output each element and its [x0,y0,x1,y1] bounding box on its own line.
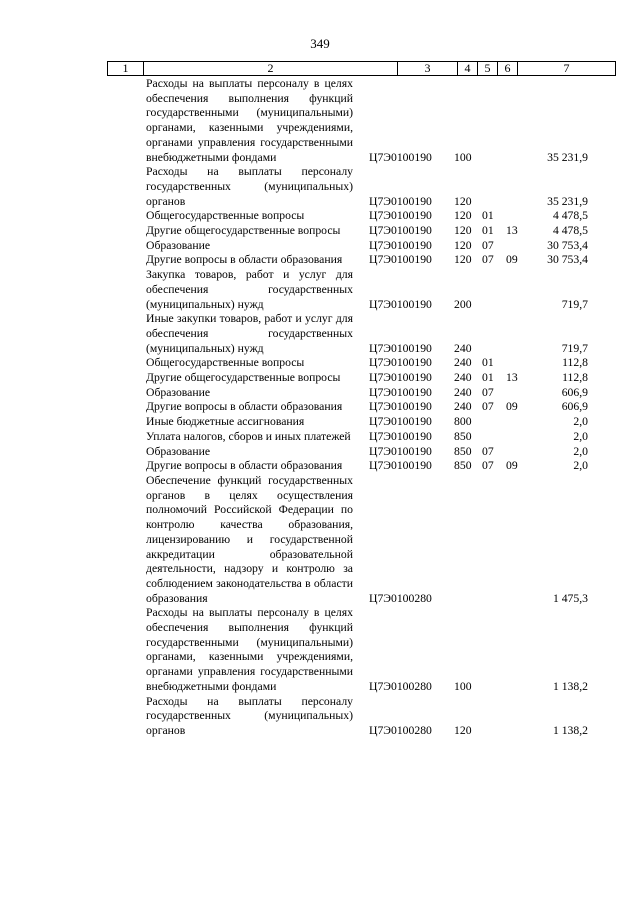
table-row [0,312,640,356]
row-target-code: Ц7Э0100190 [369,356,432,370]
row-section: 07 [482,385,494,399]
table-row [0,239,640,254]
header-col-2: 2 [144,62,398,75]
header-col-3: 3 [398,62,458,75]
row-expense-type: 120 [454,723,472,737]
row-subsection: 09 [506,253,518,267]
table-row [0,695,640,739]
row-name: Закупка товаров, работ и услуг для обеспечения государственных (муниципальных) нужд [146,268,353,311]
row-name: Другие общегосударственные вопросы [146,371,341,385]
row-expense-type: 240 [454,400,472,414]
table-row [0,430,640,445]
row-name: Другие вопросы в области образования [146,400,343,414]
table-row [0,268,640,312]
row-target-code: Ц7Э0100190 [369,459,432,473]
table-row [0,400,640,415]
row-amount: 35 231,9 [547,194,588,208]
table-row [0,606,640,694]
row-target-code: Ц7Э0100190 [369,224,432,238]
row-expense-type: 240 [454,385,472,399]
table-row [0,77,640,165]
row-target-code: Ц7Э0100190 [369,429,432,443]
row-expense-type: 240 [454,341,472,355]
row-amount: 2,0 [573,459,588,473]
row-section: 01 [482,224,494,238]
row-name: Другие общегосударственные вопросы [146,224,341,238]
row-target-code: Ц7Э0100190 [369,385,432,399]
row-amount: 35 231,9 [547,150,588,164]
row-subsection: 09 [506,459,518,473]
row-target-code: Ц7Э0100190 [369,415,432,429]
row-section: 07 [482,444,494,458]
row-name: Образование [146,238,211,252]
table-row [0,474,640,606]
table-row [0,209,640,224]
row-expense-type: 120 [454,194,472,208]
row-amount: 112,8 [562,371,588,385]
page-number: 349 [310,36,330,51]
row-expense-type: 850 [454,429,472,443]
row-expense-type: 120 [454,253,472,267]
row-section: 01 [482,356,494,370]
header-col-7: 7 [563,61,570,75]
row-amount: 1 475,3 [552,591,588,605]
row-amount: 30 753,4 [547,253,588,267]
row-name: Обеспечение функций государственных органов в целях осуществления полномочий Российской Федерации по контролю качества образования, лицензированию и государственной аккредитации образовательной деятельности, надзору и контролю за соблюдением законодательства в области образования [146,473,353,605]
row-name: Общегосударственные вопросы [146,209,305,223]
table-row [0,445,640,460]
table-row [0,165,640,209]
header-col-4: 4 [458,62,478,75]
row-name: Общегосударственные вопросы [146,356,305,370]
table-row [0,253,640,268]
row-amount: 719,7 [561,297,588,311]
row-name: Другие вопросы в области образования [146,459,343,473]
row-target-code: Ц7Э0100280 [369,723,432,737]
row-amount: 719,7 [561,341,588,355]
row-amount: 1 138,2 [552,679,588,693]
row-target-code: Ц7Э0100190 [369,194,432,208]
row-amount: 112,8 [562,356,588,370]
table-row [0,356,640,371]
row-amount: 606,9 [561,400,588,414]
row-target-code: Ц7Э0100280 [369,591,432,605]
row-target-code: Ц7Э0100190 [369,371,432,385]
row-name: Уплата налогов, сборов и иных платежей [146,429,351,443]
row-expense-type: 240 [454,371,472,385]
row-name: Другие вопросы в области образования [146,253,343,267]
row-expense-type: 120 [454,238,472,252]
row-expense-type: 240 [454,356,472,370]
row-amount: 2,0 [573,429,588,443]
table-header-row [107,61,616,76]
row-name: Расходы на выплаты персоналу в целях обеспечения выполнения функций государственными (муниципальными) органами, казенными учреждениями, органами управления государственными внебюджетными фондами [146,77,353,164]
row-section: 07 [482,400,494,414]
row-expense-type: 850 [454,444,472,458]
header-col-1: 1 [108,62,144,75]
row-name: Расходы на выплаты персоналу государственных (муниципальных) органов [146,694,353,737]
row-section: 07 [482,253,494,267]
row-amount: 2,0 [573,444,588,458]
row-subsection: 13 [506,371,518,385]
table-row [0,224,640,239]
row-target-code: Ц7Э0100280 [369,679,432,693]
table-body [0,77,640,739]
row-name: Иные бюджетные ассигнования [146,415,305,429]
row-name: Расходы на выплаты персоналу в целях обеспечения выполнения функций государственными (муниципальными) органами, казенными учреждениями, органами управления государственными внебюджетными фондами [146,606,353,693]
row-name: Образование [146,385,211,399]
row-amount: 4 478,5 [552,209,588,223]
row-target-code: Ц7Э0100190 [369,209,432,223]
row-target-code: Ц7Э0100190 [369,150,432,164]
row-expense-type: 120 [454,209,472,223]
table-row [0,386,640,401]
header-col-5: 5 [478,62,498,75]
row-expense-type: 120 [454,224,472,238]
row-expense-type: 850 [454,459,472,473]
row-target-code: Ц7Э0100190 [369,400,432,414]
row-section: 07 [482,459,494,473]
row-amount: 2,0 [573,415,588,429]
row-name: Иные закупки товаров, работ и услуг для обеспечения государственных (муниципальных) нужд [146,312,353,355]
row-amount: 4 478,5 [552,224,588,238]
row-amount: 1 138,2 [552,723,588,737]
row-target-code: Ц7Э0100190 [369,444,432,458]
row-name: Образование [146,444,211,458]
row-target-code: Ц7Э0100190 [369,238,432,252]
row-subsection: 09 [506,400,518,414]
row-expense-type: 100 [454,679,472,693]
row-subsection: 13 [506,224,518,238]
row-amount: 30 753,4 [547,238,588,252]
row-target-code: Ц7Э0100190 [369,341,432,355]
row-target-code: Ц7Э0100190 [369,253,432,267]
row-amount: 606,9 [561,385,588,399]
row-section: 01 [482,371,494,385]
row-name: Расходы на выплаты персоналу государственных (муниципальных) органов [146,165,353,208]
row-section: 01 [482,209,494,223]
table-row [0,459,640,474]
table-row [0,371,640,386]
row-expense-type: 100 [454,150,472,164]
header-col-6: 6 [498,62,518,75]
row-target-code: Ц7Э0100190 [369,297,432,311]
table-row [0,415,640,430]
row-expense-type: 200 [454,297,472,311]
row-section: 07 [482,238,494,252]
row-expense-type: 800 [454,415,472,429]
